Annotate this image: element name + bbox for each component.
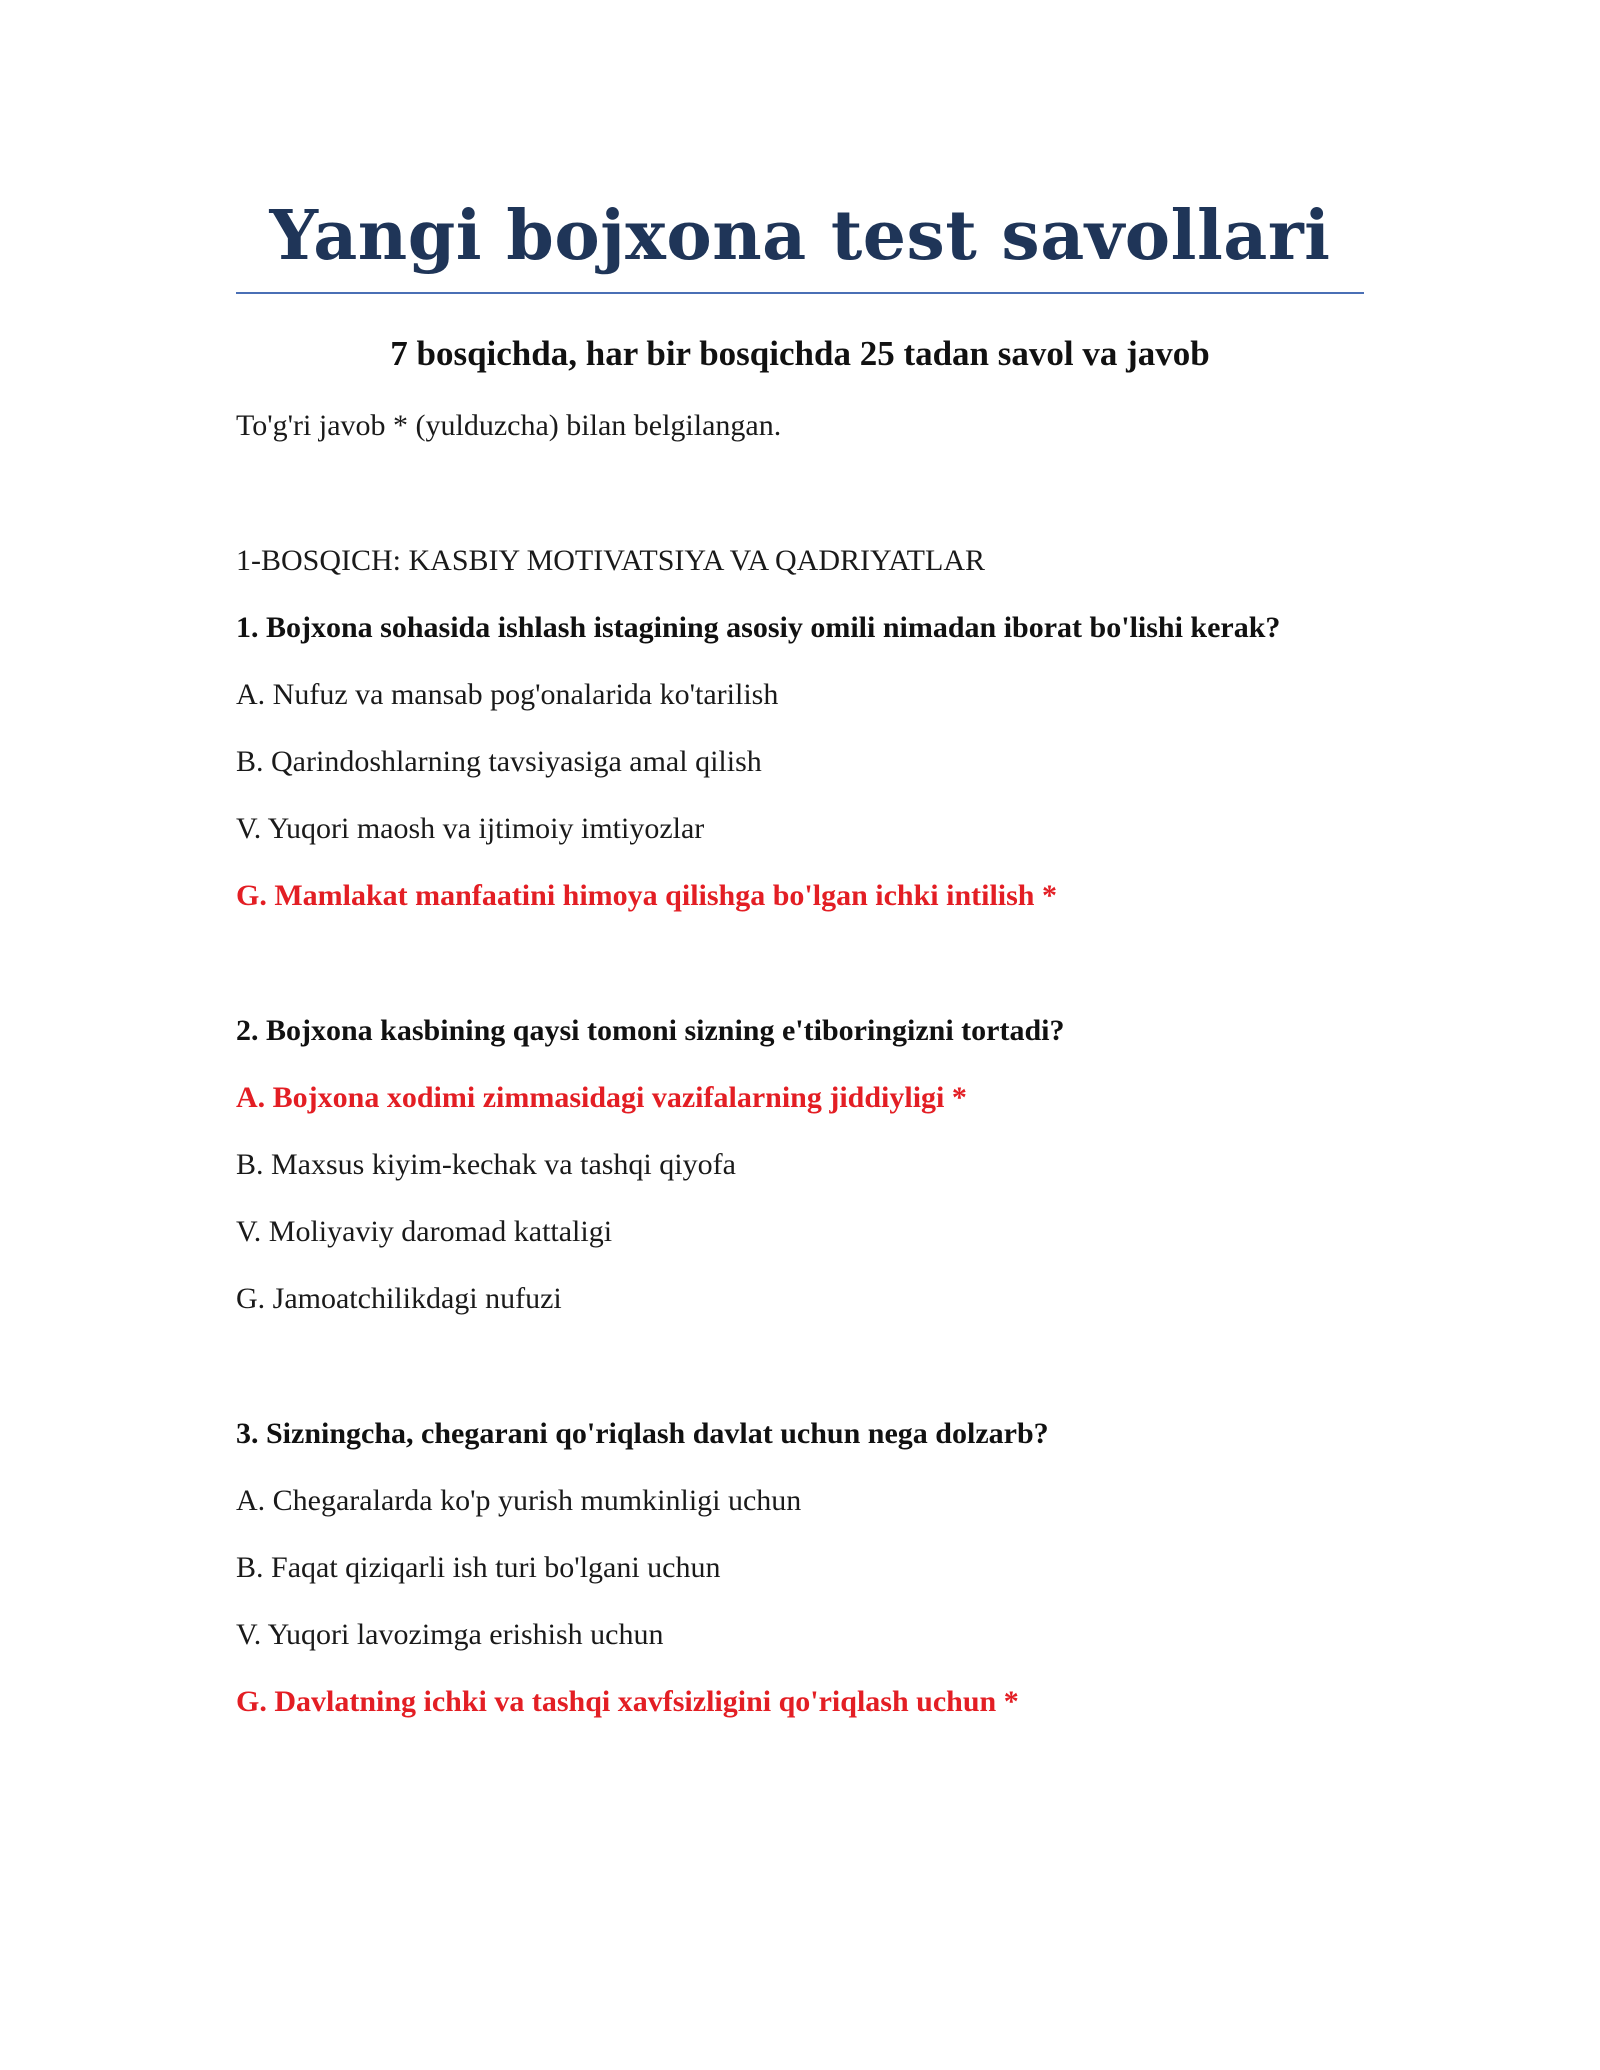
title-block bbox=[236, 188, 1364, 294]
document-subtitle: 7 bosqichda, har bir bosqichda 25 tadan savol va javob bbox=[390, 334, 1210, 373]
question-3: 3. Sizningcha, chegarani qo'riqlash davlat uchun nega dolzarb? bbox=[236, 1417, 1049, 1450]
question-1: 1. Bojxona sohasida ishlash istagining asosiy omili nimadan iborat bo'lishi kerak? bbox=[236, 611, 1281, 644]
q3-option-g-correct: G. Davlatning ichki va tashqi xavfsizligini qo'riqlash uchun * bbox=[236, 1685, 1019, 1718]
q1-option-a: A. Nufuz va mansab pog'onalarida ko'tarilish bbox=[236, 678, 779, 711]
q3-option-b: B. Faqat qiziqarli ish turi bo'lgani uchun bbox=[236, 1551, 721, 1584]
q1-option-v: V. Yuqori maosh va ijtimoiy imtiyozlar bbox=[236, 812, 705, 845]
document-title: Yangi bojxona test savollari bbox=[269, 196, 1331, 276]
q3-option-a: A. Chegaralarda ko'p yurish mumkinligi uchun bbox=[236, 1484, 802, 1517]
q2-option-a-correct: A. Bojxona xodimi zimmasidagi vazifalarning jiddiyligi * bbox=[236, 1081, 967, 1114]
q2-option-g: G. Jamoatchilikdagi nufuzi bbox=[236, 1282, 562, 1315]
q3-option-v: V. Yuqori lavozimga erishish uchun bbox=[236, 1618, 664, 1651]
q1-option-g-correct: G. Mamlakat manfaatini himoya qilishga bo'lgan ichki intilish * bbox=[236, 879, 1057, 912]
question-2: 2. Bojxona kasbining qaysi tomoni sizning e'tiboringizni tortadi? bbox=[236, 1014, 1065, 1047]
q2-option-b: B. Maxsus kiyim-kechak va tashqi qiyofa bbox=[236, 1148, 736, 1181]
stage-heading: 1-BOSQICH: KASBIY MOTIVATSIYA VA QADRIYATLAR bbox=[236, 544, 985, 577]
answer-note: To'g'ri javob * (yulduzcha) bilan belgilangan. bbox=[236, 409, 782, 442]
q2-option-v: V. Moliyaviy daromad kattaligi bbox=[236, 1215, 613, 1248]
q1-option-b: B. Qarindoshlarning tavsiyasiga amal qilish bbox=[236, 745, 762, 778]
